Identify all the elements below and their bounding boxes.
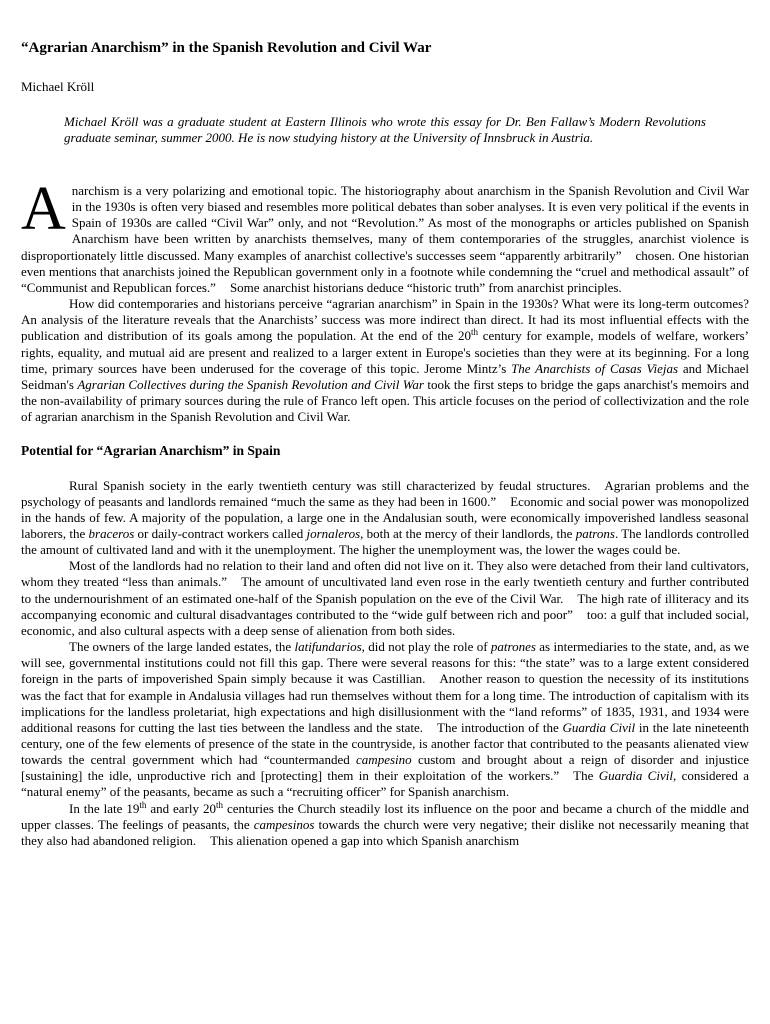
article-body xyxy=(21,175,750,849)
book-title: The Anarchists of Casas Viejas xyxy=(511,360,679,376)
section-paragraph-2: Most of the landlords had no relation to their land and often did not live on it. They also were detached from their land cultivators, whom they treated “less than animals.” The amount of uncultivated land even rose in the early twentieth century and further contributed to the undernourishment of an estimated one-half of the Spanish population on the eve of the Civil War. The high rate of illiteracy and its accompanying economic and cultural disadvantages contributed to the “wide gulf between rich and poor” too: a gulf that included social, economic, and also cultural aspects with a deep sense of alienation from both sides. xyxy=(21,558,749,638)
intro-paragraph: Anarchism is a very polarizing and emotional topic. The historiography about anarchism in the Spanish Revolution and Civil War in the 1930s is often very biased and resembles more political debates than sober analyses. It is even very political if the events in Spain of 1930s are called “Civil War” only, and not “Revolution.” As most of the monographs or articles published on Spanish Anarchism have been written by anarchists themselves, many of them contemporaries of the struggles, anarchist violence is disproportionately little discussed. Many examples of anarchist collective's successes seem “apparently arbitrarily” chosen. One historian even mentions that anarchists joined the Republican government only in a footnote while condemning the “cruel and methodical assault” of “Communist and Republican forces.” Some anarchist historians deduce “historic truth” from anarchist principles. xyxy=(21,175,749,295)
intro-paragraph-2: How did contemporaries and historians perceive “agrarian anarchism” in Spain in the 1930s? What were its long-term outcomes? An analysis of the literature reveals that the Anarchists’ success was more indirect than direct. It had its most influential effects with the publication and distribution of its goals among the population. At the end of the 20th century for example, models of welfare, workers’ rights, equality, and mutual aid are present and realized to a larger extent in Europe's societies than they were at its beginning. For a long time, primary sources have been underused for the coverage of this topic. Jerome Mintz’s The Anarchists of Casas Viejas and Michael Seidman's Agrarian Collectives during the Spanish Revolution and Civil War took the first steps to bridge the gaps anarchist's memoirs and the non-availability of primary sources during the rule of Franco left open. This article focuses on the period of collectivization and the role of agrarian anarchism in the Spanish Revolution and Civil War. xyxy=(21,296,749,425)
section-paragraph-4: In the late 19th and early 20th centuries the Church steadily lost its influence on the poor and became a church of the middle and upper classes. The feelings of peasants, the campesinos towards the church were very negative; their dislike not necessarily meaning that they also had abandoned religion. This alienation opened a gap into which Spanish anarchism xyxy=(21,799,749,848)
section-paragraph-3: The owners of the large landed estates, the latifundarios, did not play the role of patrones as intermediaries to the state, and, as we will see, governmental institutions could not fill this gap. There were several reasons for this: “the state” was to a large extent considered foreign in the parts of impoverished Spain simply because it was Castillian. Another reason to question the necessity of its institutions was the fact that for example in Andalusia villages had run themselves without them for a long time. The introduction of capitalism with its implications for the landless proletariat, high expectations and high disillusionment with the “land reforms” of 1835, 1931, and 1934 were additional reasons for cutting the last ties between the landless and the state. The introduction of the Guardia Civil in the late nineteenth century, one of the few elements of presence of the state in the countryside, is another factor that contributed to the peasants alienated view towards the central government which had “countermanded campesino custom and brought about a reign of disorder and injustice [sustaining] the idle, unproductive rich and [protecting] them in their exploitation of the workers.” The Guardia Civil, considered a “natural enemy” of the peasants, became as such a “recruiting officer” for Spanish anarchism. xyxy=(21,639,750,800)
section-heading: Potential for “Agrarian Anarchism” in Spain xyxy=(21,443,281,459)
article-title: “Agrarian Anarchism” in the Spanish Revolution and Civil War xyxy=(21,40,432,56)
book-title: Agrarian Collectives during the Spanish Revolution and Civil War xyxy=(77,376,424,392)
drop-cap: A xyxy=(21,175,66,243)
author-bio: Michael Kröll was a graduate student at Eastern Illinois who wrote this essay for Dr. Ben Fallaw’s Modern Revolutions graduate seminar, summer 2000. He is now studying history at the University of Innsbruck in Austria. xyxy=(64,114,706,145)
author-name: Michael Kröll xyxy=(21,79,95,94)
section-paragraph-1: Rural Spanish society in the early twentieth century was still characterized by feudal structures. Agrarian problems and the psychology of peasants and landlords remained “much the same as they had been in 1600.” Economic and social power was monopolized in the hands of few. A majority of the population, a large one in the Andalusian south, were economically impoverished landless seasonal laborers, the braceros or daily-contract workers called jornaleros, both at the mercy of their landlords, the patrons. The landlords controlled the amount of cultivated land and with it the unemployment. The higher the unemployment was, the lower the wages could be. xyxy=(21,477,749,558)
